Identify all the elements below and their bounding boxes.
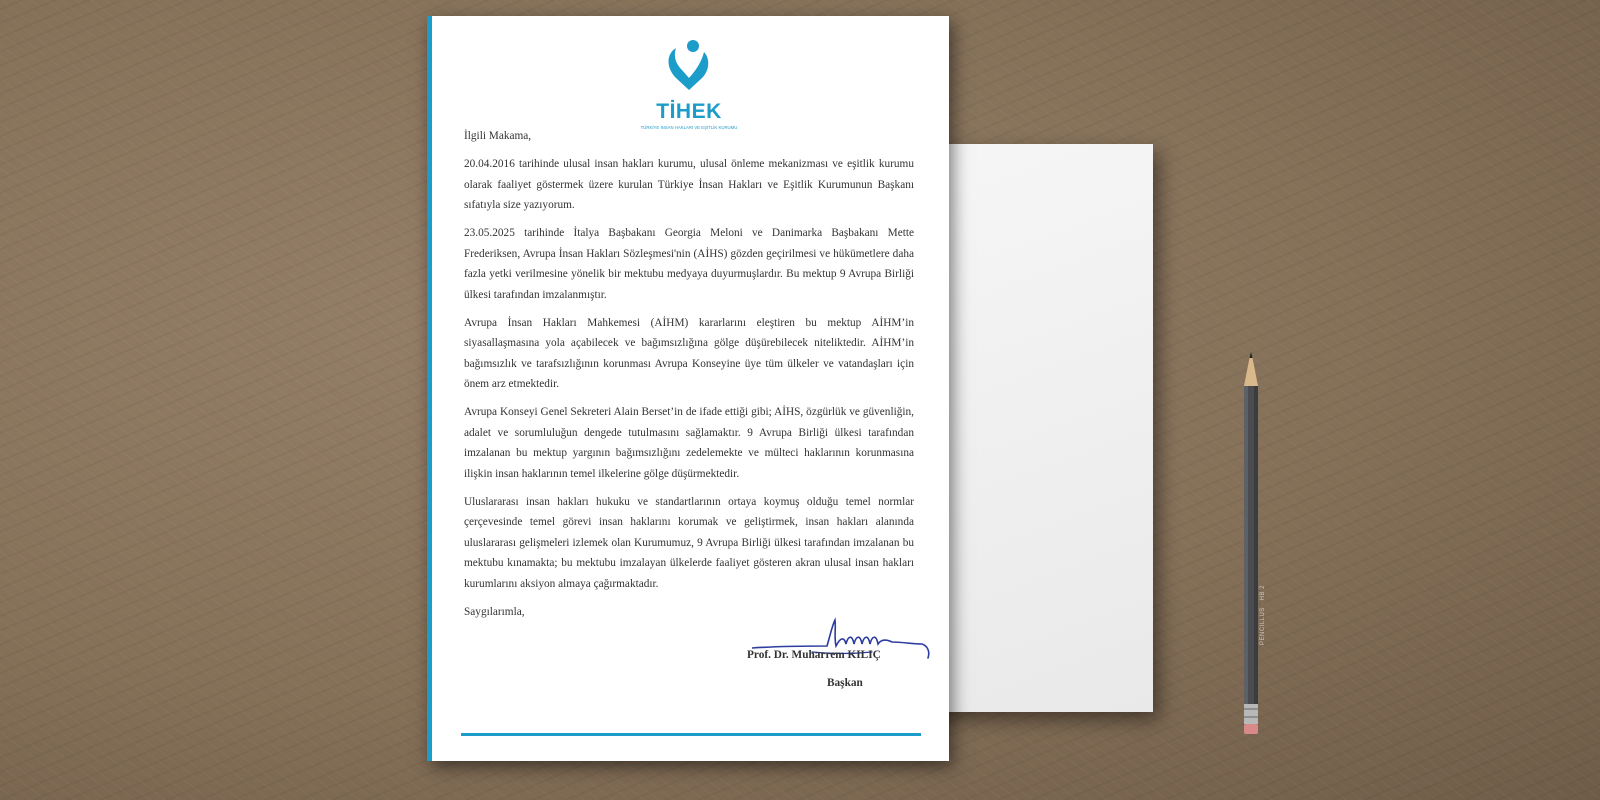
letter-paragraph: Uluslararası insan hakları hukuku ve standartlarının ortaya koymuş olduğu temel normlar çerçevesinde temel görevi insan haklarını korumak ve geliştirmek, insan hakları alanında uluslararası gelişmeleri izlemek olan Kurumumuz, 9 Avrupa Birliği ülkesi tarafından imzalanan bu mektubu kınamakta; bu mektubu imzalayan ülkelerde faaliyet gösteren akran ulusal insan hakları kurumlarını aksiyon almaya çağırmaktadır. [464, 495, 914, 590]
letter-page [427, 16, 949, 761]
signer-name: Prof. Dr. Muharrem KILIÇ [747, 649, 881, 661]
signature [752, 616, 942, 676]
footer-accent-line [461, 733, 921, 736]
signer-title: Başkan [827, 677, 863, 689]
closing: Saygılarımla, [464, 606, 525, 619]
background-blank-paper [920, 144, 1153, 712]
heart-person-icon [662, 38, 716, 98]
letter-body [464, 126, 914, 630]
logo-title: TİHEK [656, 100, 722, 123]
letterhead-accent-bar [427, 16, 432, 761]
pencil-brand-label: PENCILLUS · HB 2 [1260, 584, 1266, 645]
tihek-logo [617, 38, 761, 132]
letter-paragraph: 20.04.2016 tarihinde ulusal insan hakları kurumu, ulusal önleme mekanizması ve eşitlik kurumu olarak faaliyet göstermek üzere kurulan Türkiye İnsan Hakları ve Eşitlik Kurumunun Başkanı sıfatıyla size yazıyorum. [464, 158, 914, 212]
logo-subtitle: TÜRKİYE İNSAN HAKLARI VE EŞİTLİK KURUMU [640, 125, 738, 130]
letter-paragraph: Avrupa Konseyi Genel Sekreteri Alain Berset’in de ifade ettiği gibi; AİHS, özgürlük ve güvenliğin, adalet ve sorumluluğun dengede tutulmasını sağlamaktır. 9 Avrupa Birliği ülkesi tarafından imzalanan bu mektup yargının bağımsızlığını zedelemekte ve mülteci haklarının korunmasına ilişkin insan haklarının temel ilkelerine gölge düşürmektedir. [464, 406, 914, 480]
letter-paragraph: Avrupa İnsan Hakları Mahkemesi (AİHM) kararlarını eleştiren bu mektup AİHM’in siyasallaşmasına yola açabilecek ve bağımsızlığına gölge düşürebilecek niteliktedir. AİHM’in bağımsızlık ve tarafsızlığının korunması Avrupa Konseyine üye tüm ülkeler ve vatandaşları için önem arz etmektedir. [464, 316, 914, 391]
salutation: İlgili Makama, [464, 130, 532, 142]
letter-paragraph: 23.05.2025 tarihinde İtalya Başbakanı Georgia Meloni ve Danimarka Başbakanı Mette Frederiksen, Avrupa İnsan Hakları Sözleşmesi'nin (AİHS) gözden geçirilmesi ve hükümetlere daha fazla yetki verilmesine yönelik bir mektubu medyaya duyurmuşlardır. Bu mektup 9 Avrupa Birliği ülkesi tarafından imzalanmıştır. [464, 227, 914, 301]
pencil-icon [1244, 352, 1258, 734]
